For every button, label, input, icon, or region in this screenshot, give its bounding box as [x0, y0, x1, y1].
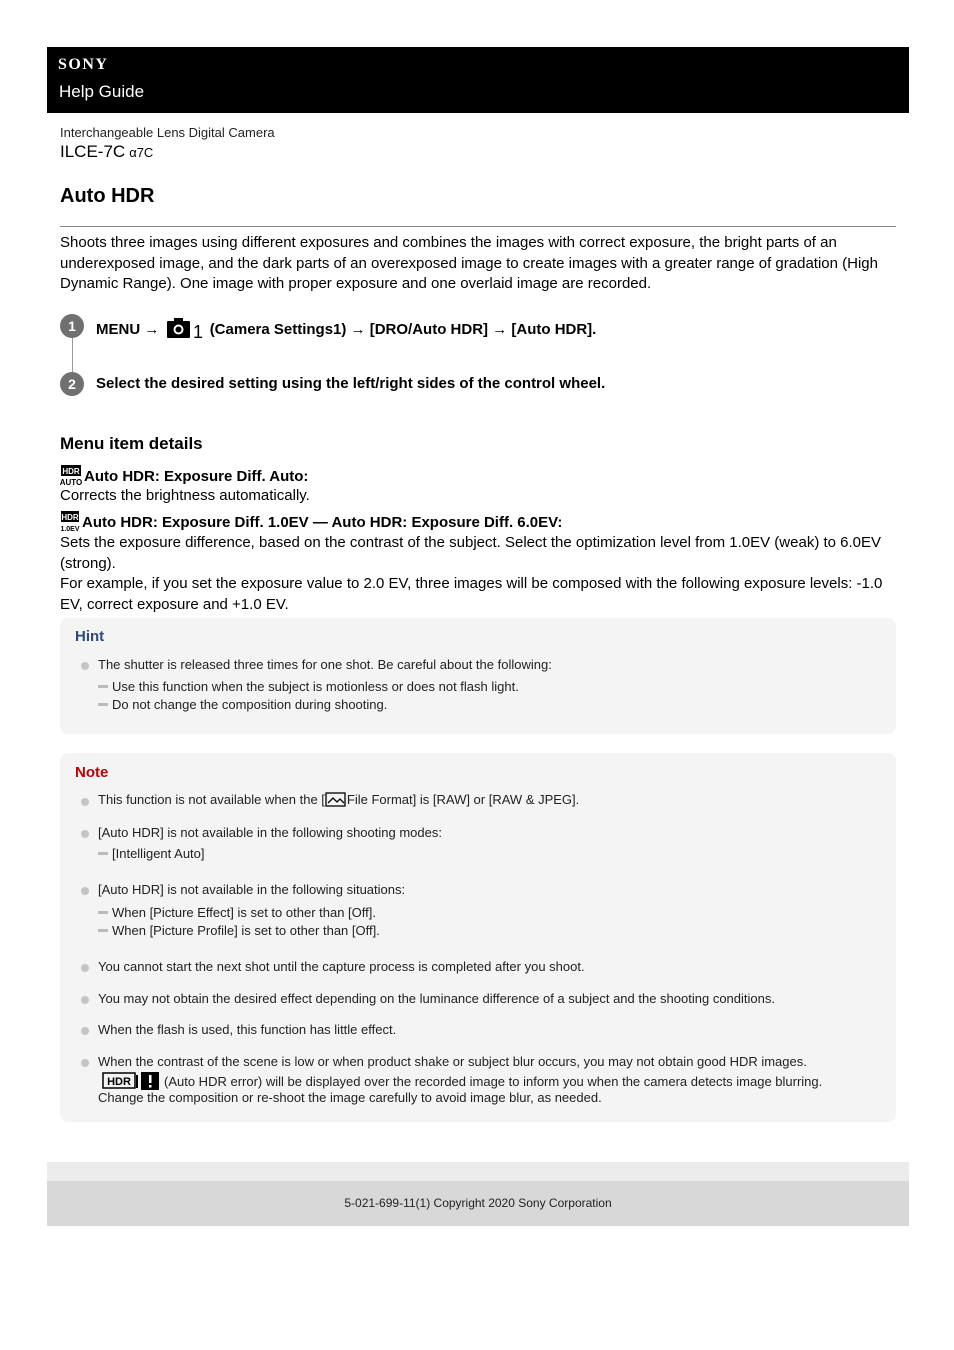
- note-dot-2: [81, 830, 89, 838]
- title-divider: [60, 226, 896, 227]
- note-bullet-2-sub-1: [Intelligent Auto]: [98, 846, 205, 861]
- hdr-auto-icon: [60, 464, 82, 486]
- step-2-text: Select the desired setting using the left/right sides of the control wheel.: [96, 375, 606, 392]
- step-connector: [72, 338, 73, 372]
- note-bullet-1: This function is not available when the [ File Format] is [RAW] or [RAW & JPEG].: [98, 792, 580, 807]
- hdr-1ev-icon: [60, 510, 80, 532]
- menu-item-1-title: [60, 464, 308, 486]
- menu-item-1-label: Auto HDR: Exposure Diff. Auto:: [84, 468, 309, 485]
- step-1-text: [96, 317, 596, 339]
- model-number: ILCE-7C: [60, 142, 126, 161]
- hint-bullet-dot: [81, 662, 89, 670]
- note-dot-4: [81, 964, 89, 972]
- note-title: Note: [75, 764, 109, 781]
- menu-details-heading: Menu item details: [60, 434, 203, 453]
- note-dot-1: [81, 798, 89, 806]
- note-bullet-6: When the flash is used, this function has little effect.: [98, 1022, 397, 1037]
- menu-item-2-desc: Sets the exposure difference, based on the contrast of the subject. Select the optimization level from 1.0EV (weak) to 6.0EV (strong).: [60, 534, 882, 572]
- step-number-1: 1: [60, 314, 84, 338]
- note-dot-6: [81, 1027, 89, 1035]
- note-bullet-3-sub-1: When [Picture Effect] is set to other than [Off].: [98, 905, 376, 920]
- note-bullet-3-sub-2: When [Picture Profile] is set to other than [Off].: [98, 923, 380, 938]
- hint-bullet: The shutter is released three times for one shot. Be careful about the following:: [98, 657, 552, 672]
- svg-text:HDR: HDR: [62, 467, 80, 476]
- note-bullet-5: You may not obtain the desired effect depending on the luminance difference of a subject and the shooting conditions.: [98, 991, 775, 1006]
- note-bullet-3: [Auto HDR] is not available in the following situations:: [98, 882, 406, 897]
- page-header: [47, 47, 909, 113]
- intro-text: Shoots three images using different exposures and combines the images with correct exposure, the bright parts of an underexposed image, and the dark parts of an overexposed image to create images with a greater range of gradation (High Dynamic Range). One image with proper exposure and one overlaid image are recorded.: [60, 234, 878, 292]
- page-title: Auto HDR: [60, 185, 155, 207]
- svg-text:1.0EV: 1.0EV: [60, 526, 80, 532]
- note-dot-5: [81, 996, 89, 1004]
- menu-item-2-title: [60, 510, 562, 532]
- note-dot-3: [81, 887, 89, 895]
- step-number-2: 2: [60, 372, 84, 396]
- page-footer: [47, 1181, 909, 1226]
- help-guide-title: Help Guide: [59, 82, 145, 101]
- note-dot-7: [81, 1059, 89, 1067]
- note-bullet-7: When the contrast of the scene is low or when product shake or subject blur occurs, you may not obtain good HDR images.: [98, 1054, 807, 1069]
- menu-item-1-desc: Corrects the brightness automatically.: [60, 487, 310, 504]
- note-bullet-7-line-2: HDR (Auto HDR error) will be displayed over the recorded image to inform you when the camera detects image blurring.: [98, 1072, 822, 1090]
- menu-item-2-label: Auto HDR: Exposure Diff. 1.0EV — Auto HDR: Exposure Diff. 6.0EV:: [82, 514, 563, 531]
- note-bullet-2: [Auto HDR] is not available in the following shooting modes:: [98, 825, 442, 840]
- camera-icon-number: 1: [192, 322, 203, 339]
- menu-item-2-example: For example, if you set the exposure value to 2.0 EV, three images will be composed with the following exposure levels: -1.0 EV, correct exposure and +1.0 EV.: [60, 575, 883, 613]
- note-bullet-4: You cannot start the next shot until the capture process is completed after you shoot.: [98, 959, 585, 974]
- note-box: [60, 753, 896, 1122]
- camera-icon: [166, 317, 204, 339]
- product-model: [60, 142, 153, 162]
- model-alias: α7C: [129, 145, 154, 160]
- copyright: 5-021-699-11(1) Copyright 2020 Sony Corporation: [344, 1196, 612, 1210]
- footer-band: [47, 1162, 909, 1181]
- hint-title: Hint: [75, 628, 105, 645]
- hint-sub-2: Do not change the composition during shooting.: [98, 697, 387, 712]
- svg-text:HDR: HDR: [107, 1076, 131, 1088]
- sony-logo: SONY: [58, 56, 109, 73]
- hdr-error-icon: [102, 1072, 160, 1090]
- hint-sub-1: Use this function when the subject is motionless or does not flash light.: [98, 679, 519, 694]
- svg-text:AUTO: AUTO: [60, 478, 82, 486]
- step-1-path: (Camera Settings1) → [DRO/Auto HDR] → [Auto HDR].: [209, 321, 597, 338]
- product-category: Interchangeable Lens Digital Camera: [60, 125, 275, 140]
- image-icon: [325, 792, 347, 808]
- note-bullet-7-line-3: Change the composition or re-shoot the image carefully to avoid image blur, as needed.: [98, 1090, 602, 1105]
- svg-text:HDR: HDR: [61, 513, 79, 522]
- step-1-menu-label: MENU →: [96, 321, 160, 338]
- hint-box: [60, 618, 896, 734]
